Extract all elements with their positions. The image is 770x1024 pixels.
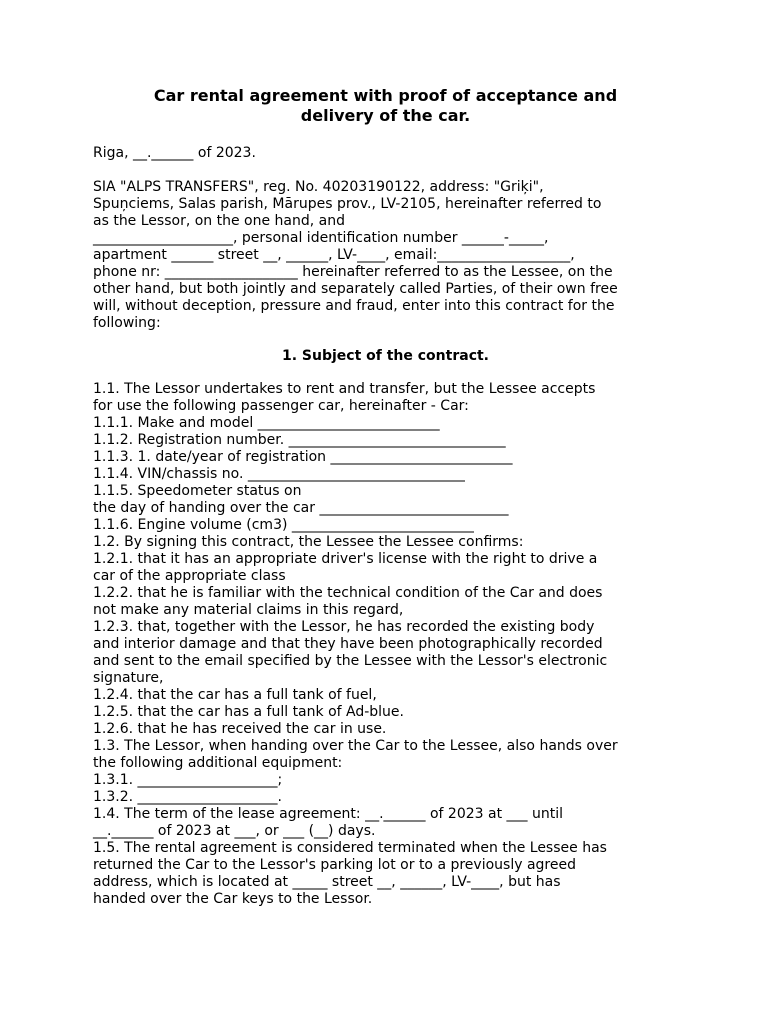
section-1-line: the following additional equipment:	[93, 755, 343, 771]
section-1-line: handed over the Car keys to the Lessor.	[93, 891, 373, 907]
section-1-line: __.______ of 2023 at ___, or ___ (__) days.	[93, 823, 376, 839]
section-1-line: 1.2.1. that it has an appropriate driver's license with the right to drive a	[93, 551, 598, 567]
date-line	[93, 145, 693, 162]
section-1-body	[93, 381, 693, 908]
section-1-line: 1.4. The term of the lease agreement: __.______ of 2023 at ___ until	[93, 806, 563, 822]
section-1-line: 1.1.3. 1. date/year of registration __________________________	[93, 449, 513, 465]
parties-line: ____________________, personal identification number ______-_____,	[93, 230, 549, 246]
section-1-line: 1.1.2. Registration number. _______________________________	[93, 432, 506, 448]
section-1-line: returned the Car to the Lessor's parking lot or to a previously agreed	[93, 857, 576, 873]
parties-line: SIA "ALPS TRANSFERS", reg. No. 40203190122, address: "Griķi",	[93, 179, 544, 195]
parties-paragraph	[93, 179, 693, 332]
section-1-line: not make any material claims in this regard,	[93, 602, 404, 618]
parties-line: other hand, but both jointly and separately called Parties, of their own free	[93, 281, 618, 297]
date-line-text: Riga, __.______ of 2023.	[93, 145, 256, 161]
parties-line: Spuņciems, Salas parish, Mārupes prov., LV-2105, hereinafter referred to	[93, 196, 602, 212]
section-1-line: 1.1.4. VIN/chassis no. _______________________________	[93, 466, 465, 482]
section-1-line: 1.2.3. that, together with the Lessor, he has recorded the existing body	[93, 619, 595, 635]
section-1-line: 1.1.1. Make and model __________________________	[93, 415, 440, 431]
section-1-line: 1.3.1. ____________________;	[93, 772, 283, 788]
parties-line: will, without deception, pressure and fraud, enter into this contract for the	[93, 298, 615, 314]
section-1-line: 1.2. By signing this contract, the Lessee the Lessee confirms:	[93, 534, 524, 550]
section-1-heading: 1. Subject of the contract.	[281, 348, 489, 364]
parties-line: following:	[93, 315, 161, 331]
section-1-line: the day of handing over the car ___________________________	[93, 500, 509, 516]
document-title: Car rental agreement with proof of acceptance and delivery of the car.	[153, 86, 618, 125]
section-1-line: 1.5. The rental agreement is considered terminated when the Lessee has	[93, 840, 607, 856]
section-1-line: 1.3. The Lessor, when handing over the Car to the Lessee, also hands over	[93, 738, 618, 754]
section-1-line: 1.1.6. Engine volume (cm3) __________________________	[93, 517, 474, 533]
section-1-line: and interior damage and that they have been photographically recorded	[93, 636, 603, 652]
section-1-line: address, which is located at _____ street __, ______, LV-____, but has	[93, 874, 561, 890]
section-1-line: and sent to the email specified by the Lessee with the Lessor's electronic	[93, 653, 608, 669]
section-1-line: 1.2.6. that he has received the car in use.	[93, 721, 387, 737]
parties-line: apartment ______ street __, ______, LV-____, email:___________________,	[93, 247, 575, 263]
section-1-line: 1.2.5. that the car has a full tank of Ad-blue.	[93, 704, 404, 720]
parties-line: phone nr: ___________________ hereinafter referred to as the Lessee, on the	[93, 264, 613, 280]
section-1-line: 1.1. The Lessor undertakes to rent and transfer, but the Lessee accepts	[93, 381, 596, 397]
section-1-line: car of the appropriate class	[93, 568, 286, 584]
section-1-line: for use the following passenger car, hereinafter - Car:	[93, 398, 469, 414]
section-1-line: 1.3.2. ____________________.	[93, 789, 282, 805]
section-1-line: 1.1.5. Speedometer status on	[93, 483, 302, 499]
section-1-line: 1.2.2. that he is familiar with the technical condition of the Car and does	[93, 585, 603, 601]
section-1-line: 1.2.4. that the car has a full tank of fuel,	[93, 687, 377, 703]
section-1-line: signature,	[93, 670, 164, 686]
parties-line: as the Lessor, on the one hand, and	[93, 213, 345, 229]
